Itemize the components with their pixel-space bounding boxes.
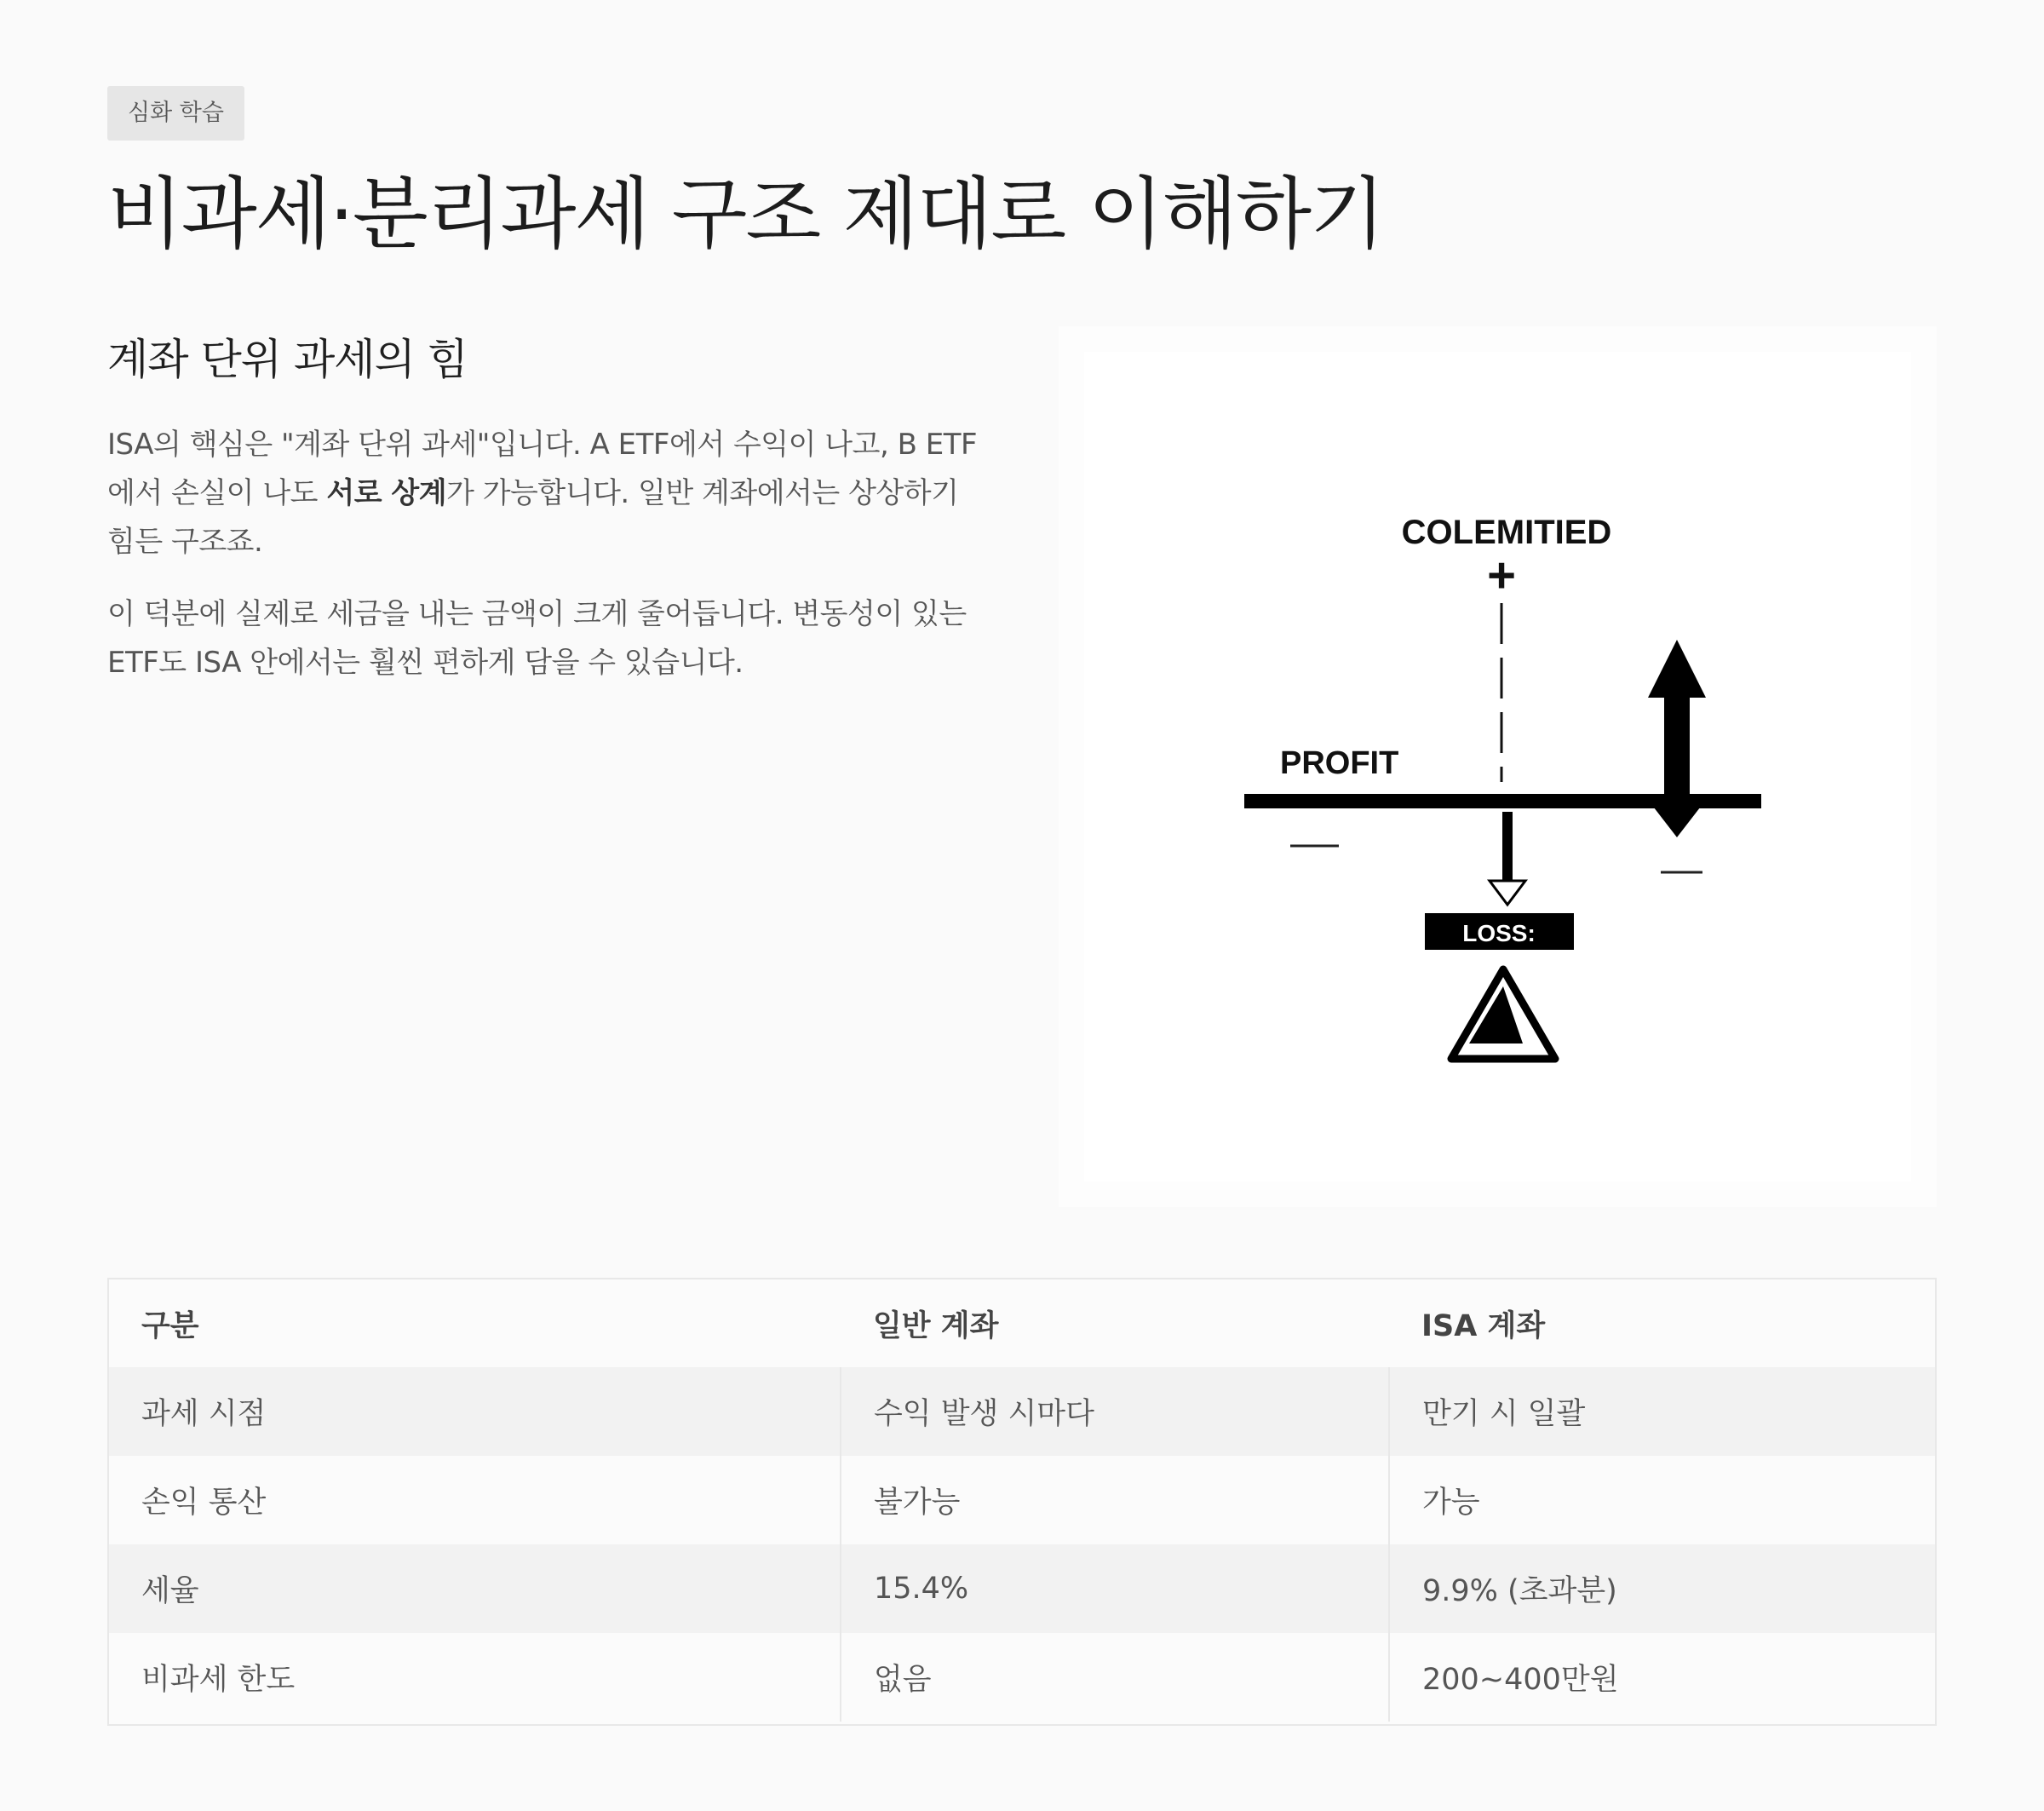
text-section <box>107 325 993 711</box>
category-badge: 심화 학습 <box>107 86 244 141</box>
table-cell: 가능 <box>1422 1486 1480 1520</box>
header-isa-account: ISA 계좌 <box>1421 1308 1546 1343</box>
paragraph-1-bold: 서로 상계 <box>326 476 447 510</box>
table-cell: 손익 통산 <box>109 1456 841 1544</box>
table-cell: 15.4% <box>841 1544 1389 1633</box>
illustration-svg <box>1059 326 1937 1207</box>
table-cell: 9.9% (초과분) <box>1389 1544 1935 1633</box>
down-arrow-shaft <box>1502 812 1513 885</box>
plus-icon: + <box>1487 548 1516 603</box>
table-cell: 수익 발생 시마다 <box>841 1367 1389 1456</box>
table-cell: 비과세 한도 <box>109 1633 841 1722</box>
table-row <box>109 1367 1935 1456</box>
header-category: 구분 <box>141 1308 199 1343</box>
header-general-account: 일반 계좌 <box>873 1308 999 1343</box>
table-cell: 불가능 <box>841 1456 1389 1544</box>
table-cell: 200~400만원 <box>1422 1663 1619 1697</box>
paragraph-1-text-b: 가 가능합니다. 일반 계좌에서는 상상하기 힘든 구조죠. <box>107 476 959 559</box>
label-loss: LOSS: <box>1462 920 1536 946</box>
table-cell: 세율 <box>109 1544 841 1633</box>
table-cell: 없음 <box>841 1633 1389 1722</box>
table-row <box>109 1633 1935 1722</box>
paragraph-1-text-a: ISA의 핵심은 "계좌 단위 과세"입니다. A ETF에서 수익이 나고, B ETF에서 손실이 나도 <box>107 428 978 510</box>
table-row <box>109 1544 1935 1633</box>
comparison-table <box>107 1278 1937 1726</box>
table-cell: 만기 시 일괄 <box>1389 1367 1935 1456</box>
section-subtitle: 계좌 단위 과세의 힘 <box>107 335 468 384</box>
table-row <box>109 1456 1935 1544</box>
table-header-row <box>109 1279 1935 1367</box>
table-cell: 과세 시점 <box>109 1367 841 1456</box>
paragraph-1 <box>107 421 993 566</box>
label-colemitied: COLEMITIED <box>1401 514 1612 551</box>
page-title: 비과세·분리과세 구조 제대로 이해하기 <box>107 169 1384 260</box>
illustration <box>1059 326 1937 1207</box>
paragraph-2: 이 덕분에 실제로 세금을 내는 금액이 크게 줄어듭니다. 변동성이 있는 ETF도 ISA 안에서는 훨씬 편하게 담을 수 있습니다. <box>107 597 967 680</box>
label-profit: PROFIT <box>1280 745 1399 781</box>
